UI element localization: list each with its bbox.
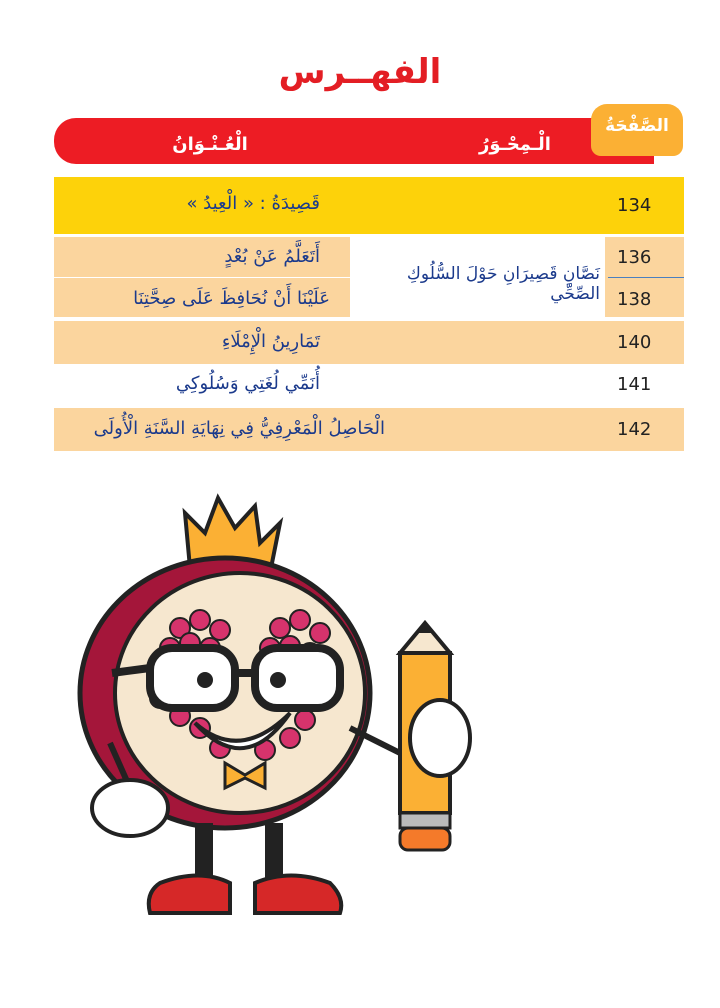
- row-title: أَتَعَلَّمُ عَنْ بُعْدٍ: [224, 246, 320, 267]
- row-page-number: 136: [617, 247, 652, 268]
- header-page-label: الصَّفْحَةُ: [605, 116, 669, 136]
- left-hand: [92, 780, 168, 836]
- right-leg: [265, 823, 283, 883]
- row-title: تَمَارِينُ الْإِمْلَاءِ: [221, 331, 320, 352]
- row-divider-left: [54, 277, 350, 278]
- row-page-number: 138: [617, 289, 652, 310]
- row-page-number: 142: [617, 419, 652, 440]
- row-page-number: 141: [617, 374, 652, 395]
- row-title: الْحَاصِلُ الْمَعْرِفِيُّ فِي نِهَايَةِ السَّنَةِ الْأُولَى: [93, 418, 385, 439]
- row-title: أُنَمِّي لُغَتِي وَسُلُوكِي: [175, 373, 320, 394]
- axis-label: نَصَّانِ قَصِيرَانِ حَوْلَ السُّلُوكِ الصِّحِّي: [406, 264, 600, 304]
- row-divider: [608, 277, 684, 278]
- right-shoe: [255, 876, 341, 914]
- row-title: قَصِيدَةُ : « الْعِيدُ »: [186, 193, 320, 214]
- header-title-label: الْعُـنْـوَانُ: [172, 134, 248, 155]
- right-hand: [410, 700, 470, 776]
- page-title: الفهــرس: [278, 52, 442, 92]
- row-page-number: 140: [617, 332, 652, 353]
- left-eye: [197, 672, 213, 688]
- pomegranate-mascot-illustration: [0, 488, 720, 1008]
- left-shoe: [149, 876, 230, 914]
- header-axis-label: الْـمِحْـوَرُ: [479, 134, 551, 155]
- row-page-number: 134: [617, 195, 652, 216]
- row-title: عَلَيْنَا أَنْ نُحَافِظَ عَلَى صِحَّتِنَا: [133, 288, 330, 309]
- right-eye: [270, 672, 286, 688]
